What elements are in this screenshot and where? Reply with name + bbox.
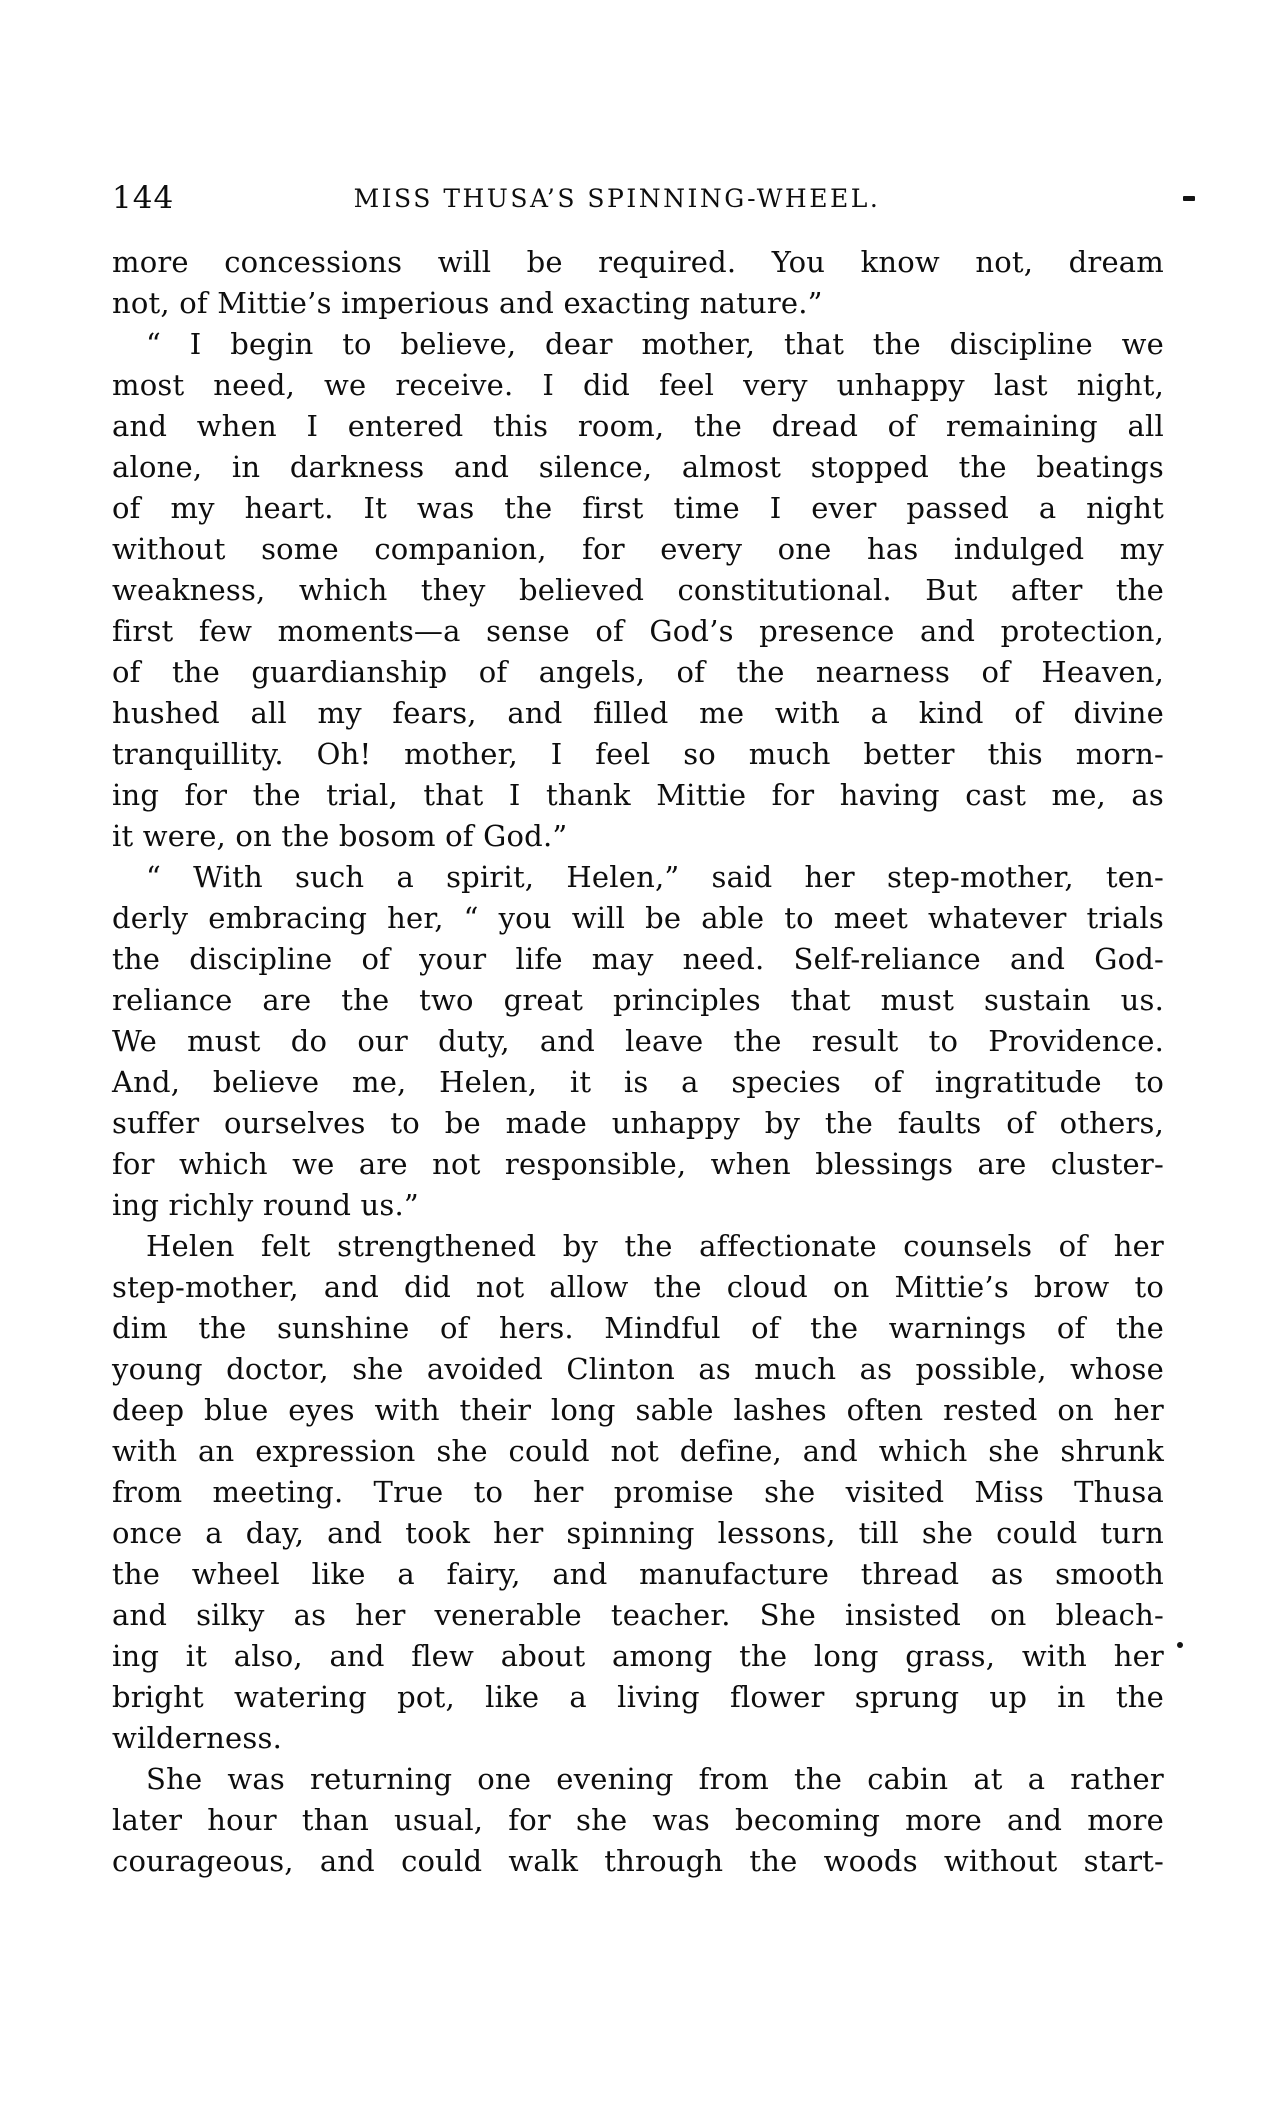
text-line: the wheel like a fairy, and manufacture thread as smooth: [112, 1557, 1164, 1591]
text-line: of my heart. It was the first time I ever passed a night: [112, 491, 1164, 525]
text-line: dim the sunshine of hers. Mindful of the warnings of the: [112, 1311, 1164, 1345]
text-line: and silky as her venerable teacher. She insisted on bleach-: [112, 1598, 1164, 1632]
running-header: [112, 180, 1164, 220]
text-line: later hour than usual, for she was becoming more and more: [112, 1803, 1164, 1837]
text-line: from meeting. True to her promise she visited Miss Thusa: [112, 1475, 1164, 1509]
page-number: 144: [112, 180, 175, 216]
text-line: She was returning one evening from the cabin at a rather: [146, 1762, 1164, 1796]
text-line: young doctor, she avoided Clinton as much as possible, whose: [112, 1352, 1164, 1386]
text-line: hushed all my fears, and filled me with a kind of divine: [112, 696, 1164, 730]
text-line: derly embracing her, “ you will be able to meet whatever trials: [112, 901, 1164, 935]
text-line: the discipline of your life may need. Self-reliance and God-: [112, 942, 1164, 976]
paragraph: [112, 1759, 1164, 1882]
text-line: alone, in darkness and silence, almost stopped the beatings: [112, 450, 1164, 484]
text-line: step-mother, and did not allow the cloud on Mittie’s brow to: [112, 1270, 1164, 1304]
text-line: We must do our duty, and leave the result to Providence.: [112, 1024, 1164, 1058]
text-line: courageous, and could walk through the woods without start-: [112, 1844, 1164, 1878]
text-line: “ I begin to believe, dear mother, that the discipline we: [146, 327, 1164, 361]
text-line: wilderness.: [112, 1721, 282, 1755]
text-line: of the guardianship of angels, of the nearness of Heaven,: [112, 655, 1164, 689]
paragraph: [112, 242, 1164, 324]
paragraph: [112, 1226, 1164, 1759]
text-line: And, believe me, Helen, it is a species of ingratitude to: [112, 1065, 1164, 1099]
text-line: suffer ourselves to be made unhappy by the faults of others,: [112, 1106, 1164, 1140]
text-line: with an expression she could not define, and which she shrunk: [112, 1434, 1164, 1468]
text-line: ing for the trial, that I thank Mittie for having cast me, as: [112, 778, 1164, 812]
text-line: not, of Mittie’s imperious and exacting nature.”: [112, 286, 823, 320]
text-line: without some companion, for every one has indulged my: [112, 532, 1164, 566]
text-line: deep blue eyes with their long sable lashes often rested on her: [112, 1393, 1164, 1427]
text-line: bright watering pot, like a living flower sprung up in the: [112, 1680, 1164, 1714]
text-line: more concessions will be required. You know not, dream: [112, 245, 1164, 279]
scan-artifact-dash: [1183, 196, 1195, 201]
text-line: ing it also, and flew about among the long grass, with her: [112, 1639, 1164, 1673]
text-line: for which we are not responsible, when blessings are cluster-: [112, 1147, 1164, 1181]
paragraph: [112, 857, 1164, 1226]
text-block: [112, 242, 1164, 1882]
text-line: tranquillity. Oh! mother, I feel so much better this morn-: [112, 737, 1164, 771]
scan-artifact-dot: [1177, 1642, 1183, 1648]
text-line: “ With such a spirit, Helen,” said her step-mother, ten-: [146, 860, 1164, 894]
text-line: Helen felt strengthened by the affectionate counsels of her: [146, 1229, 1164, 1263]
text-line: once a day, and took her spinning lessons, till she could turn: [112, 1516, 1164, 1550]
text-line: it were, on the bosom of God.”: [112, 819, 568, 853]
text-line: most need, we receive. I did feel very unhappy last night,: [112, 368, 1164, 402]
running-title: MISS THUSA’S SPINNING-WHEEL.: [353, 184, 881, 213]
paragraph: [112, 324, 1164, 857]
text-line: ing richly round us.”: [112, 1188, 419, 1222]
text-line: and when I entered this room, the dread of remaining all: [112, 409, 1164, 443]
text-line: weakness, which they believed constitutional. But after the: [112, 573, 1164, 607]
text-line: reliance are the two great principles that must sustain us.: [112, 983, 1164, 1017]
text-line: first few moments—a sense of God’s presence and protection,: [112, 614, 1164, 648]
